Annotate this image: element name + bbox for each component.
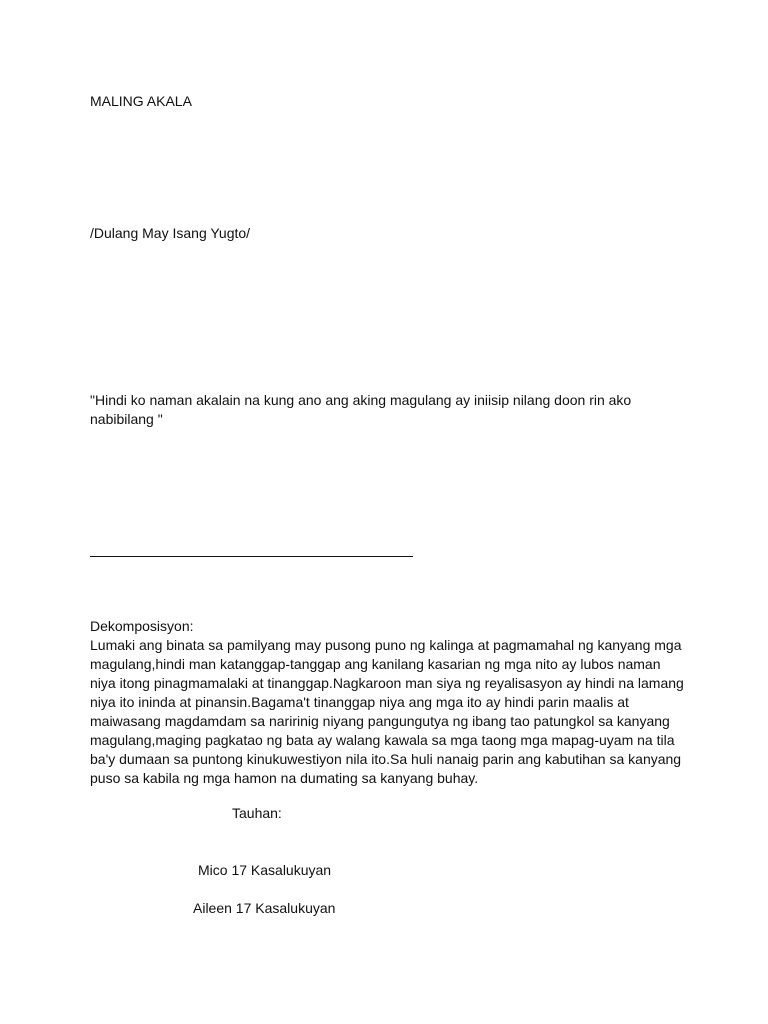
character-entry: Mico 17 Kasalukuyan [198,862,332,878]
decomposition-heading: Dekomposisyon: [90,618,194,634]
quote-line: nabibilang " [90,411,163,427]
divider-line [90,556,413,557]
document-subtitle: /Dulang May Isang Yugto/ [90,225,251,241]
document-title: MALING AKALA [90,93,192,109]
paragraph-line: magulang,maging pagkatao ng bata ay walang kawala sa mga taong mga mapag-uyam na tila [90,732,675,748]
character-entry: Aileen 17 Kasalukuyan [193,900,336,916]
quote-line: "Hindi ko naman akalain na kung ano ang aking magulang ay iniisip nilang doon rin ako [90,392,632,408]
paragraph-line: puso sa kabila ng mga hamon na dumating sa kanyang buhay. [90,770,479,786]
paragraph-line: maiwasang magdamdam sa naririnig niyang pangungutya ng ibang tao patungkol sa kanyang [90,713,670,729]
paragraph-line: niya itong pinagmamalaki at tinanggap.Nagkaroon man siya ng reyalisasyon ay hindi na lamang [90,675,684,691]
paragraph-line: niya ito ininda at pinansin.Bagama't tinanggap niya ang mga ito ay hindi parin maalis at [90,694,629,710]
characters-heading: Tauhan: [232,805,282,821]
paragraph-line: Lumaki ang binata sa pamilyang may pusong puno ng kalinga at pagmamahal ng kanyang mga [90,637,682,653]
paragraph-line: ba'y dumaan sa puntong kinukuwestiyon nila ito.Sa huli nanaig parin ang kabutihan sa kanyang [90,751,682,767]
decomposition-paragraph [90,636,690,788]
paragraph-line: magulang,hindi man katanggap-tanggap ang kanilang kasarian ng mga nito ay lubos naman [90,656,661,672]
